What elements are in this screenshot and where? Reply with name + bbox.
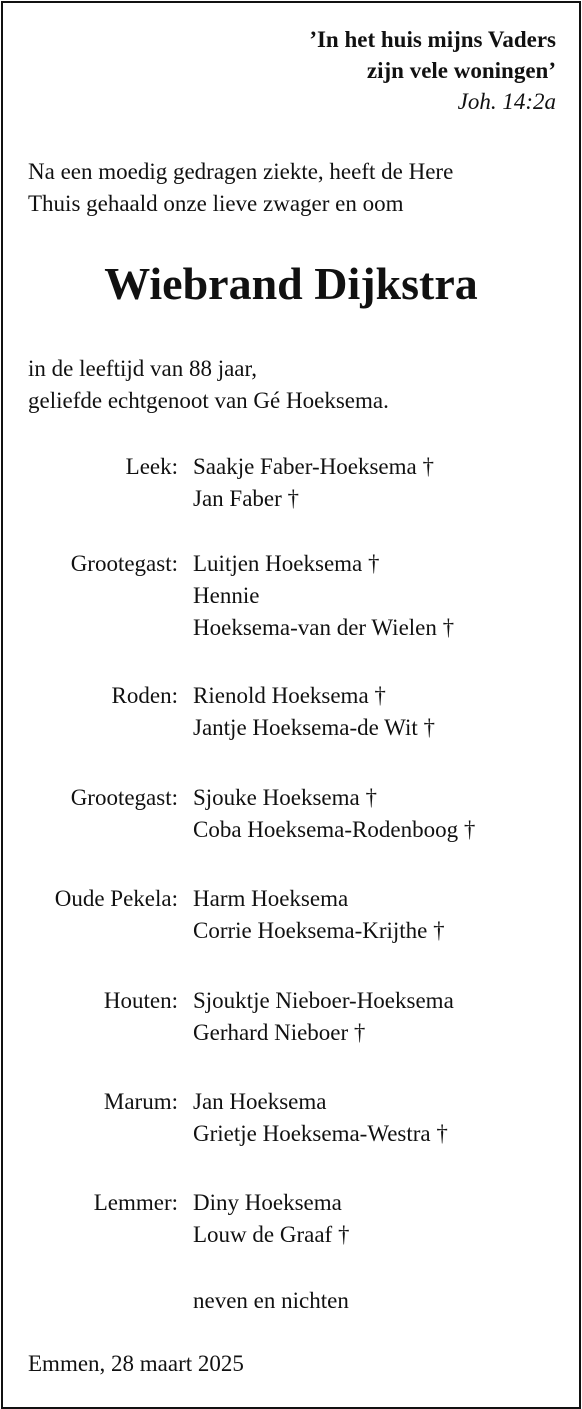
family-member: Hoeksema-van der Wielen † <box>193 615 455 640</box>
intro-line-2: Thuis gehaald onze lieve zwager en oom <box>28 191 404 216</box>
family-member: Gerhard Nieboer † <box>193 1020 366 1045</box>
family-member: Diny Hoeksema <box>193 1190 342 1215</box>
bible-quote <box>309 24 556 117</box>
family-names <box>193 782 475 846</box>
family-names <box>193 1086 448 1150</box>
deceased-name: Wiebrand Dijkstra <box>104 258 478 309</box>
family-names <box>193 548 454 644</box>
details-line-1: in de leeftijd van 88 jaar, <box>28 356 257 381</box>
family-place: Grootegast: <box>70 551 178 576</box>
family-member: Rienold Hoeksema † <box>193 683 386 708</box>
family-member: Louw de Graaf † <box>193 1222 350 1247</box>
family-member: Jantje Hoeksema-de Wit † <box>193 715 435 740</box>
family-place: Grootegast: <box>70 785 178 810</box>
place-date: Emmen, 28 maart 2025 <box>28 1351 244 1376</box>
family-names <box>193 680 435 744</box>
family-member: Saakje Faber-Hoeksema † <box>193 454 434 479</box>
family-place: Roden: <box>111 683 178 708</box>
family-member: Grietje Hoeksema-Westra † <box>193 1121 448 1146</box>
family-member: Jan Hoeksema <box>193 1089 327 1114</box>
family-names <box>193 883 445 947</box>
family-place: Marum: <box>103 1089 178 1114</box>
intro-line-1: Na een moedig gedragen ziekte, heeft de Here <box>28 159 454 184</box>
family-member: Luitjen Hoeksema † <box>193 551 380 576</box>
family-member: Corrie Hoeksema-Krijthe † <box>193 918 445 943</box>
family-member: Coba Hoeksema-Rodenboog † <box>193 817 476 842</box>
family-names <box>193 451 434 515</box>
family-place: Oude Pekela: <box>54 886 178 911</box>
family-names <box>193 985 454 1049</box>
details-text <box>28 353 389 417</box>
family-place: Leek: <box>125 454 178 479</box>
family-others: neven en nichten <box>193 1288 349 1313</box>
family-place: Houten: <box>103 988 178 1013</box>
family-member: Harm Hoeksema <box>193 886 349 911</box>
quote-reference: Joh. 14:2a <box>457 89 556 114</box>
family-member: Sjouktje Nieboer-Hoeksema <box>193 988 454 1013</box>
intro-text <box>28 156 453 220</box>
details-line-2: geliefde echtgenoot van Gé Hoeksema. <box>28 388 389 413</box>
family-place: Lemmer: <box>93 1190 178 1215</box>
family-names <box>193 1187 349 1251</box>
family-member: Hennie <box>193 583 260 608</box>
quote-line-2: zijn vele woningen’ <box>366 58 556 83</box>
family-member: Sjouke Hoeksema † <box>193 785 377 810</box>
family-member: Jan Faber † <box>193 486 300 511</box>
quote-line-1: ’In het huis mijns Vaders <box>309 27 556 52</box>
